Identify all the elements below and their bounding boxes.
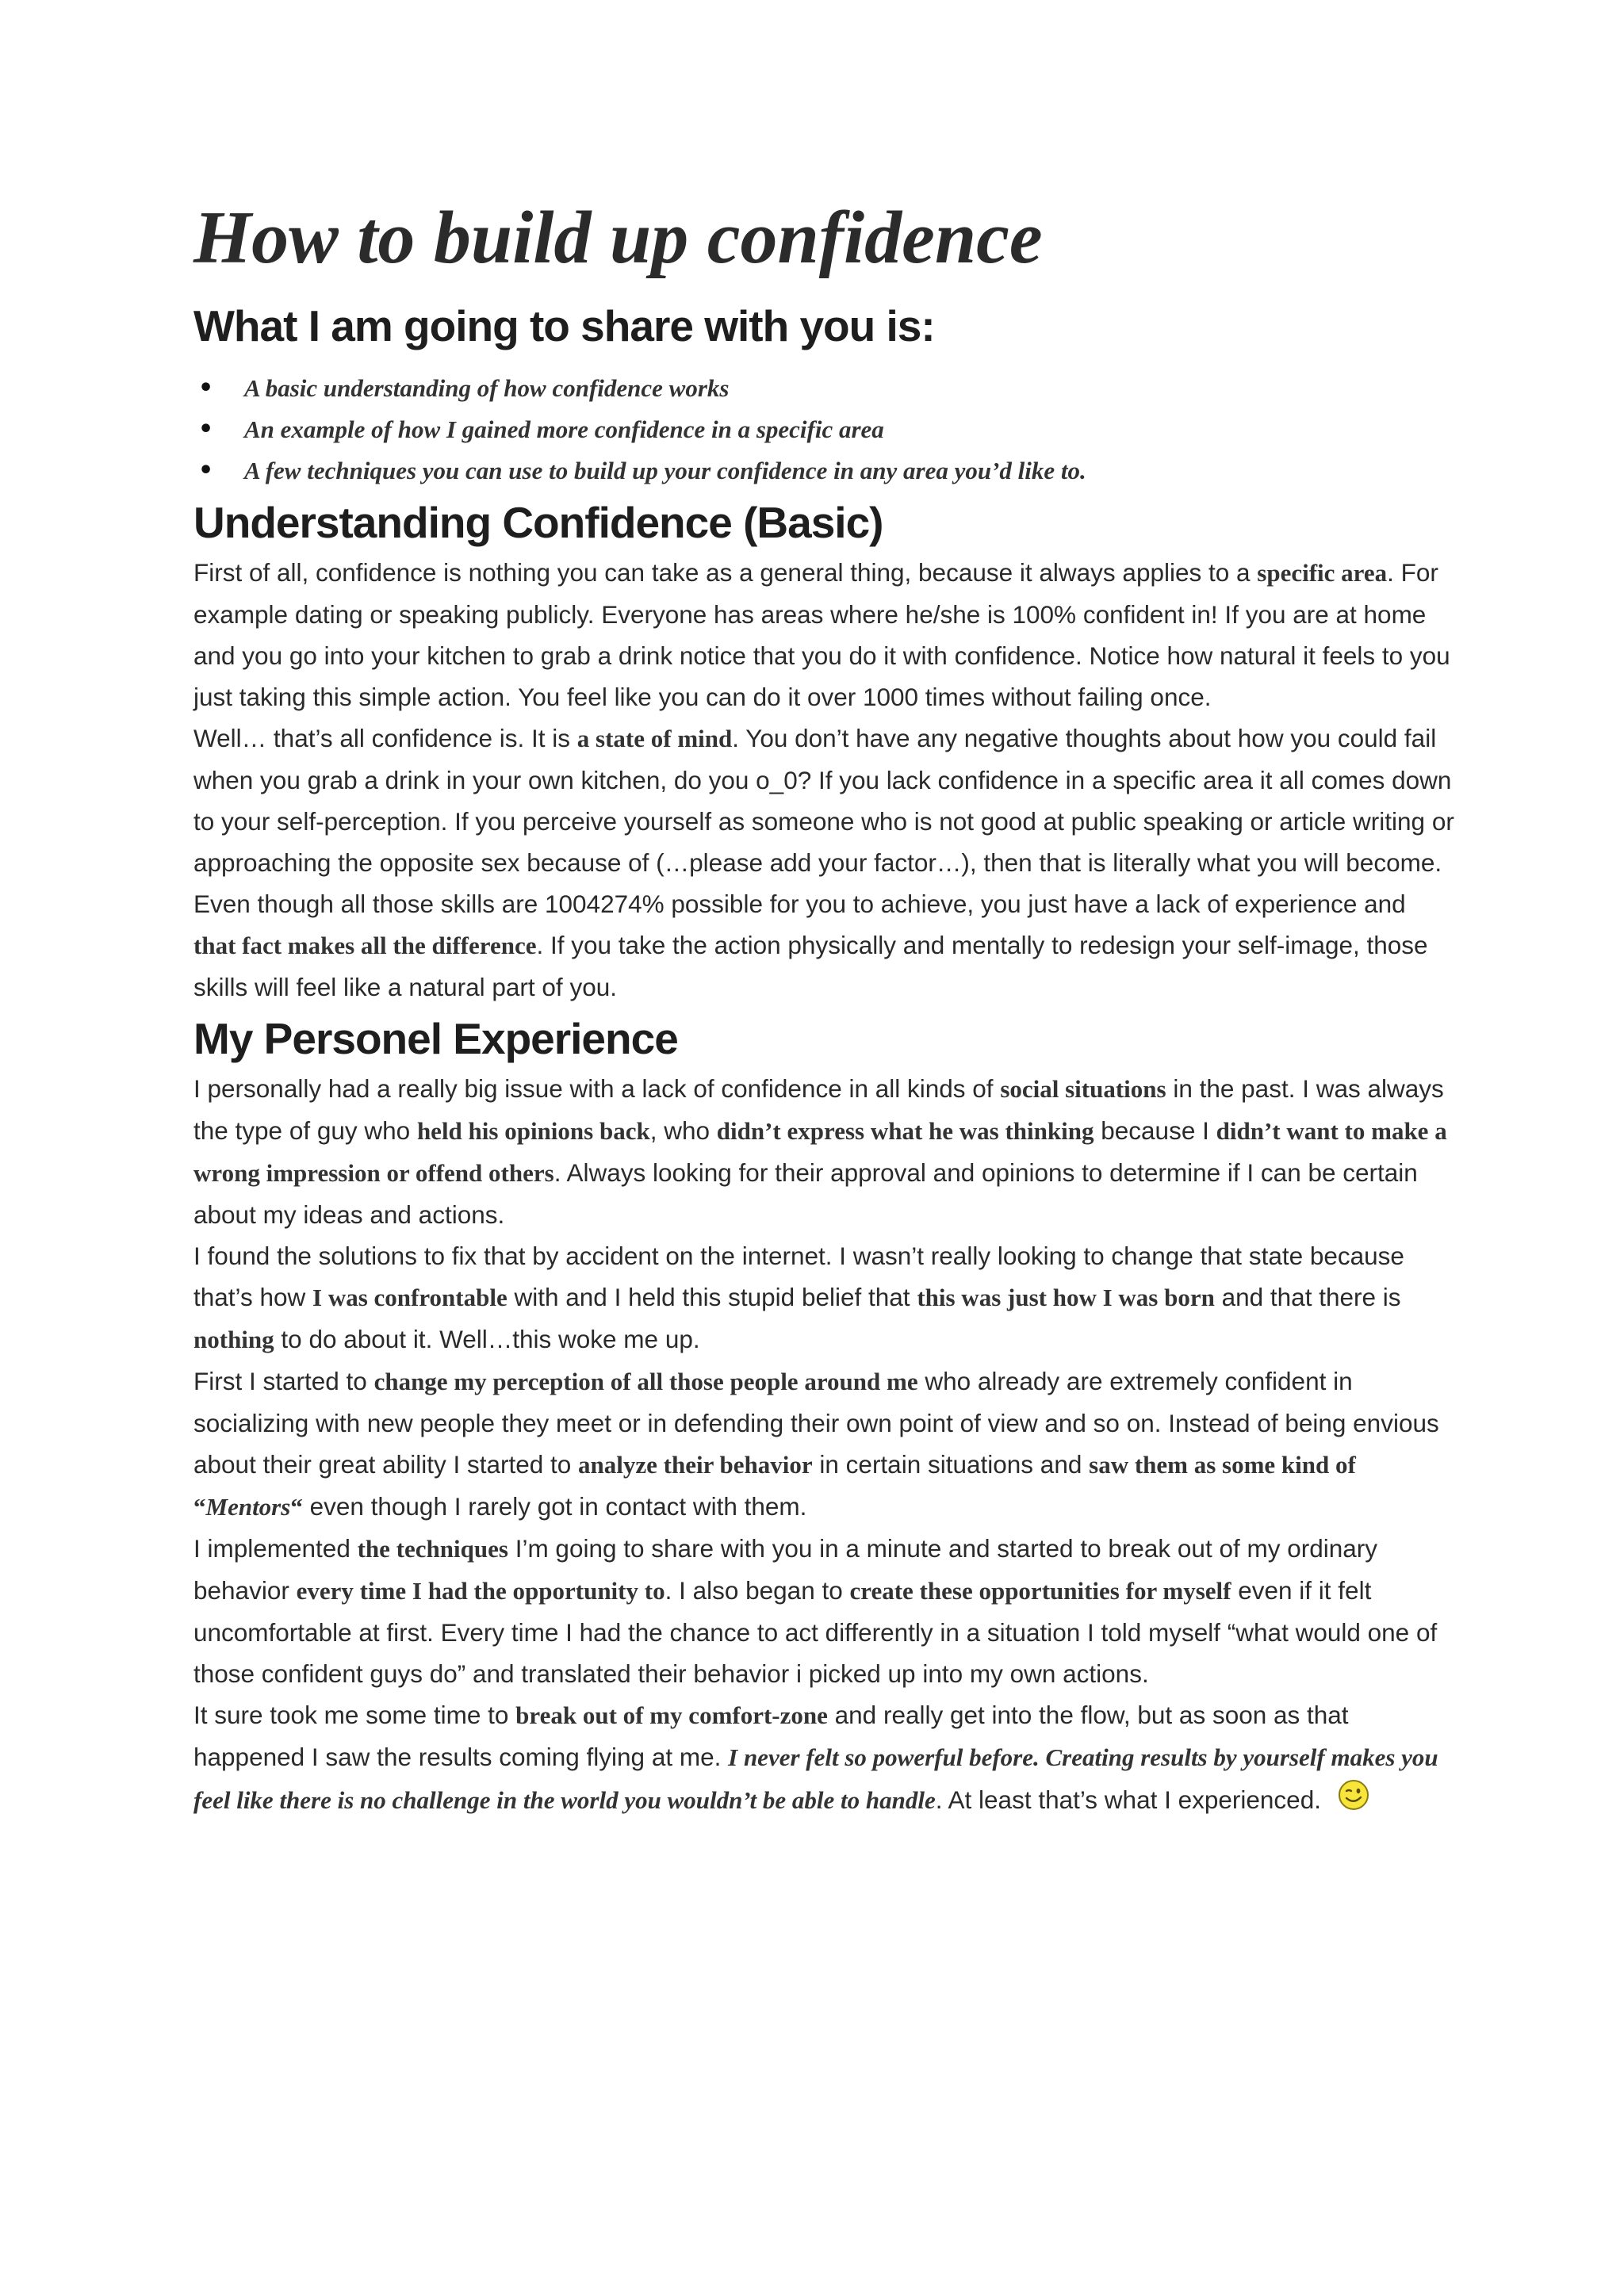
emphasis-italic: Mentors: [205, 1493, 291, 1521]
text-run: who already are extremely confident in socializing with new people they meet or in defending their own point of view and so on. Instead of being envious about their great ability I started to: [193, 1367, 1439, 1479]
text-run: I implemented: [193, 1534, 358, 1563]
text-run: I’m going to share with you in a minute and started to break out of my ordinary behavior: [193, 1534, 1378, 1605]
text-run: with and I held this stupid belief that: [507, 1283, 917, 1311]
text-run: and that there is: [1214, 1283, 1401, 1311]
emphasis: every time I had the opportunity to: [296, 1577, 665, 1605]
bullet-item: • A few techniques you can use to build up your confidence in any area you’d like to.: [244, 450, 1454, 492]
emphasis: didn’t express what he was thinking: [716, 1117, 1094, 1145]
text-run: First I started to: [193, 1367, 374, 1395]
text-run: in the past. I was always the type of guy who: [193, 1074, 1444, 1145]
emphasis: social situations: [1000, 1075, 1166, 1103]
section-personal-experience: [193, 1009, 1454, 1821]
paragraph: [193, 1068, 1454, 1235]
paragraph: [193, 883, 1454, 1008]
section-understanding-confidence: [193, 493, 1454, 1008]
text-run: Even though all those skills are 1004274% possible for you to achieve, you just have a lack of experience and: [193, 890, 1406, 918]
emphasis: held his opinions back: [416, 1117, 650, 1145]
emphasis: “: [290, 1493, 303, 1521]
document-content: [193, 190, 1454, 1821]
intro-heading: What I am going to share with you is:: [193, 301, 935, 350]
text-run: Well… that’s all confidence is. It is: [193, 724, 577, 752]
text-run: . You don’t have any negative thoughts about how you could fail when you grab a drink in your own kitchen, do you o_0? If you lack confidence in a specific area it all comes down to your self-perception. If you perceive yourself as someone who is not good at public speaking or article writing or approaching the opposite sex because of (…please add your factor…), then that is literally what you will become.: [193, 724, 1454, 877]
emphasis: a state of mind: [576, 725, 733, 752]
paragraph: [193, 718, 1454, 883]
emphasis: didn’t want to make a wrong impression or offend others: [193, 1117, 1447, 1187]
emphasis: change my perception of all those people around me: [373, 1368, 918, 1395]
paragraph: [193, 552, 1454, 718]
text-run: because I: [1094, 1116, 1216, 1145]
text-run: I found the solutions to fix that by accident on the internet. I wasn’t really looking to change that state because that’s how: [193, 1242, 1404, 1311]
text-run: and really get into the flow, but as soon as that happened I saw the results coming flying at me.: [193, 1701, 1349, 1771]
text-run: First of all, confidence is nothing you can take as a general thing, because it always applies to a: [193, 558, 1258, 587]
emphasis-italic: I never felt so powerful before: [728, 1743, 1033, 1771]
text-run: I personally had a really big issue with a lack of confidence in all kinds of: [193, 1074, 1001, 1103]
text-run: . I also began to: [665, 1576, 850, 1605]
emphasis: this was just how I was born: [917, 1284, 1215, 1311]
text-run: . Always looking for their approval and opinions to determine if I can be certain about my ideas and actions.: [193, 1158, 1418, 1229]
emphasis: break out of my comfort-zone: [515, 1701, 828, 1729]
intro-bullet-list: [193, 368, 1454, 492]
emphasis: I was confrontable: [312, 1284, 508, 1311]
paragraph: [193, 1235, 1454, 1360]
text-run: to do about it. Well…this woke me up.: [274, 1325, 700, 1353]
emphasis: analyze their behavior: [578, 1451, 813, 1479]
text-run: . For example dating or speaking publicly. Everyone has areas where he/she is 100% confident in! If you are at home and you go into your kitchen to grab a drink notice that you do it with confidence. Notice how natural it feels to you just taking this simple action. You feel like you can do it over 1000 times without failing once.: [193, 558, 1450, 711]
text-run: . At least that’s what I experienced.: [935, 1785, 1321, 1814]
emphasis: specific area: [1257, 559, 1388, 587]
bullet-item: • An example of how I gained more confidence in a specific area: [244, 409, 1454, 450]
emphasis: saw them as some kind of “: [193, 1451, 1356, 1521]
section-heading: My Personel Experience: [193, 1014, 678, 1063]
emphasis: that fact makes all the difference: [193, 932, 537, 959]
text-run: . If you take the action physically and mentally to redesign your self-image, those skills will feel like a natural part of you.: [193, 931, 1428, 1001]
section-heading: Understanding Confidence (Basic): [193, 498, 883, 547]
paragraph: [193, 1694, 1454, 1821]
text-run: It sure took me some time to: [193, 1701, 516, 1729]
paragraph: [193, 1360, 1454, 1528]
page-title: How to build up confidence: [193, 197, 1043, 279]
paragraph: [193, 1528, 1454, 1694]
text-run: even if it felt uncomfortable at first. Every time I had the chance to act differently in a situation I told myself “what would one of those confident guys do” and translated their behavior i picked up into my own actions.: [193, 1576, 1438, 1688]
emphasis: the techniques: [357, 1535, 508, 1563]
emphasis: nothing: [193, 1326, 274, 1353]
text-run: even though I rarely got in contact with them.: [302, 1492, 807, 1521]
text-run: in certain situations and: [812, 1450, 1090, 1479]
bullet-item: • A basic understanding of how confidence works: [244, 368, 1454, 409]
emphasis: create these opportunities for myself: [849, 1577, 1231, 1605]
emphasis-italic: . Creating results by yourself makes you feel like there is no challenge in the world you wouldn’t be able to handle: [193, 1743, 1438, 1814]
winking-smiley-icon: [1337, 1778, 1370, 1812]
text-run: , who: [649, 1116, 717, 1145]
